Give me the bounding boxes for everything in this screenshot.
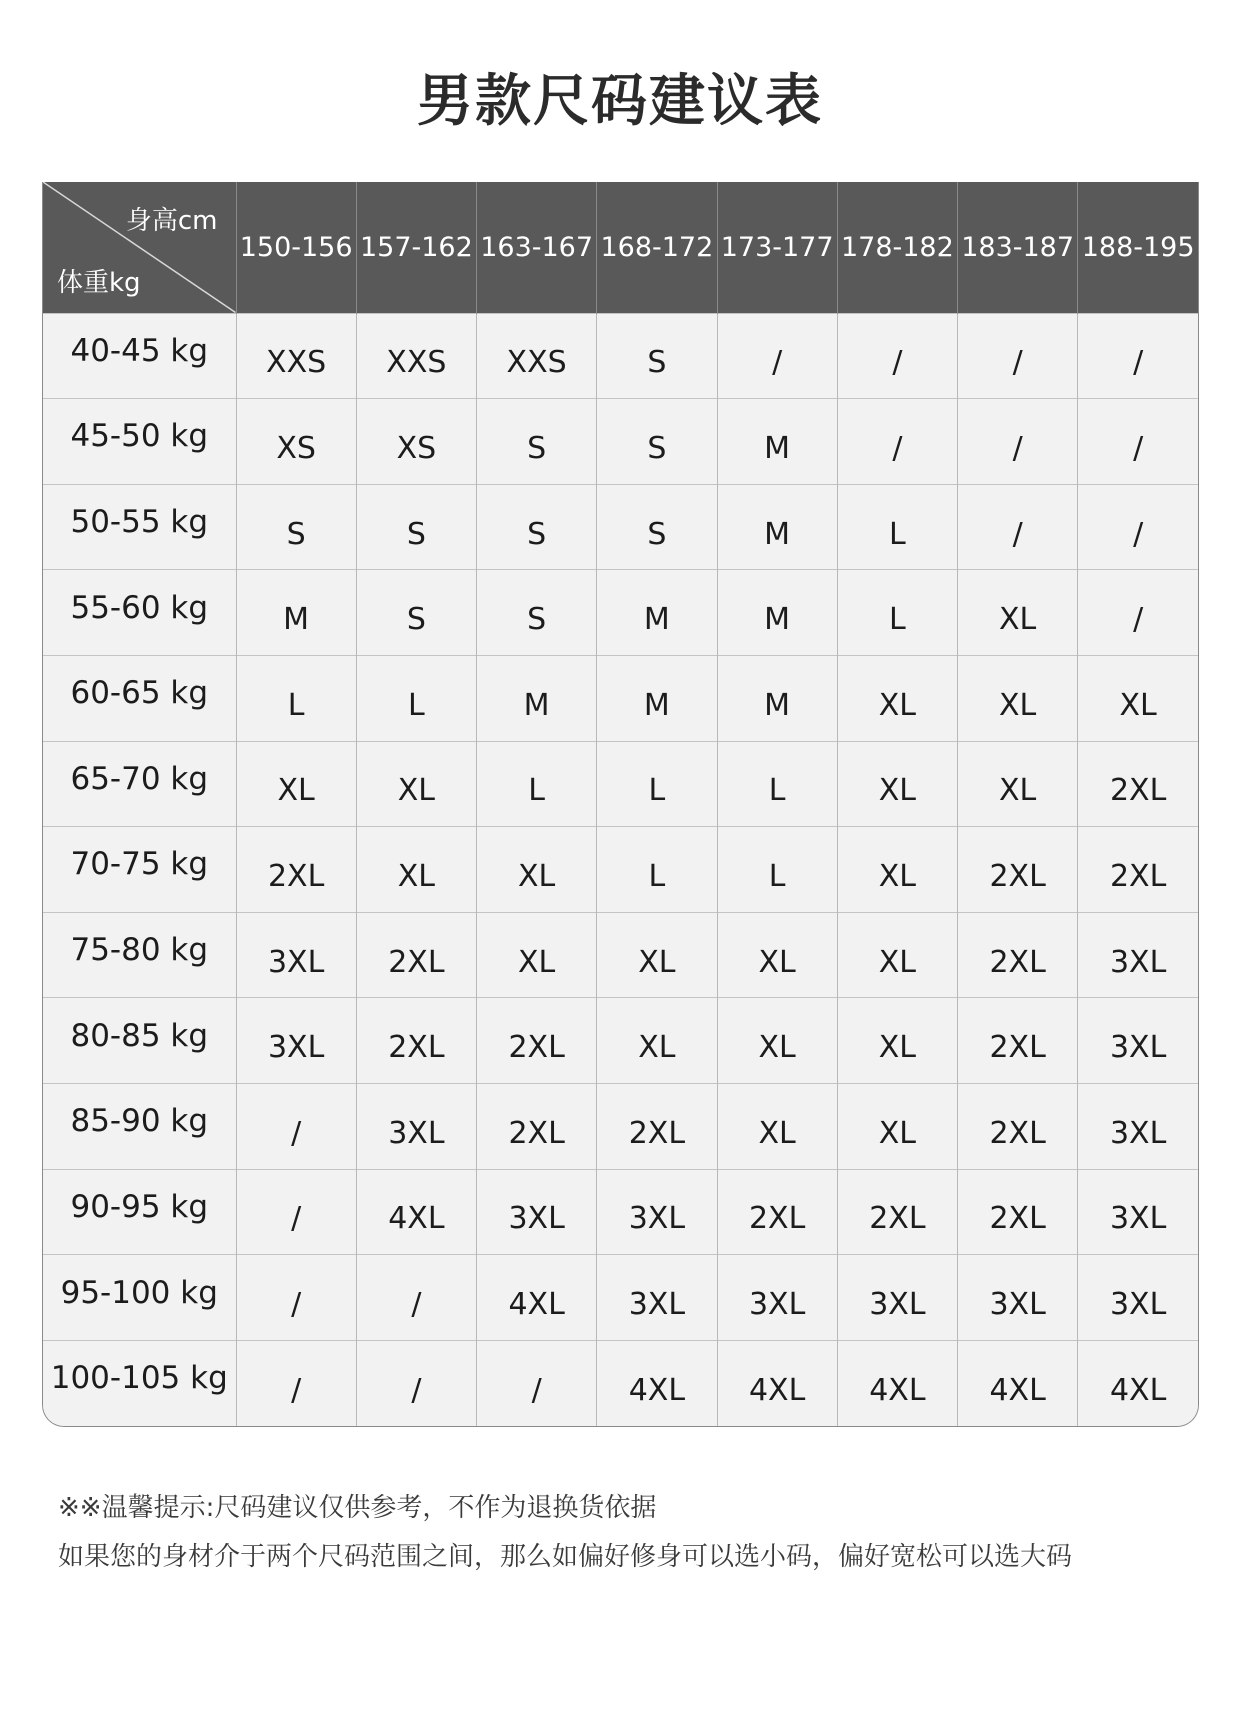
size-cell: 2XL [958, 998, 1078, 1084]
size-cell: XL [717, 912, 837, 998]
size-cell: XL [958, 570, 1078, 656]
size-cell: XS [356, 399, 476, 485]
size-cell: 3XL [477, 1169, 597, 1255]
size-cell: S [477, 399, 597, 485]
size-cell: / [958, 399, 1078, 485]
size-cell: 2XL [477, 998, 597, 1084]
size-cell: S [356, 570, 476, 656]
size-cell: M [717, 655, 837, 741]
size-cell: XL [597, 998, 717, 1084]
size-cell: / [837, 399, 957, 485]
size-cell: XL [1078, 655, 1198, 741]
size-cell: XL [958, 741, 1078, 827]
table-row [43, 1255, 1198, 1341]
size-cell: 3XL [958, 1255, 1078, 1341]
size-cell: 2XL [1078, 741, 1198, 827]
table-row [43, 998, 1198, 1084]
table-row [43, 570, 1198, 656]
size-cell: XL [356, 741, 476, 827]
size-cell: 4XL [958, 1340, 1078, 1426]
size-cell: S [597, 484, 717, 570]
size-cell: 3XL [1078, 998, 1198, 1084]
size-cell: S [477, 484, 597, 570]
size-cell: XL [837, 1083, 957, 1169]
size-cell: 3XL [356, 1083, 476, 1169]
size-cell: / [236, 1255, 356, 1341]
table-row [43, 1083, 1198, 1169]
height-column-header: 157-162 [356, 182, 476, 313]
size-cell: 2XL [236, 827, 356, 913]
size-cell: XL [477, 827, 597, 913]
weight-range-cell: 65-70 kg [43, 741, 236, 827]
size-cell: L [837, 570, 957, 656]
size-cell: L [717, 827, 837, 913]
size-cell: 2XL [958, 827, 1078, 913]
size-cell: L [717, 741, 837, 827]
table-row [43, 313, 1198, 399]
size-cell: M [477, 655, 597, 741]
size-cell: L [837, 484, 957, 570]
weight-range-cell: 55-60 kg [43, 570, 236, 656]
size-cell: / [837, 313, 957, 399]
weight-range-cell: 75-80 kg [43, 912, 236, 998]
size-cell: XL [717, 998, 837, 1084]
corner-header-cell [43, 182, 236, 313]
size-cell: XL [356, 827, 476, 913]
size-cell: / [236, 1083, 356, 1169]
size-cell: 2XL [958, 1169, 1078, 1255]
size-cell: M [236, 570, 356, 656]
size-cell: / [958, 313, 1078, 399]
size-cell: 4XL [597, 1340, 717, 1426]
size-cell: 2XL [958, 912, 1078, 998]
size-cell: S [236, 484, 356, 570]
size-cell: 4XL [477, 1255, 597, 1341]
size-table [43, 182, 1198, 1426]
size-cell: 3XL [717, 1255, 837, 1341]
size-cell: 3XL [236, 998, 356, 1084]
size-cell: 3XL [1078, 1169, 1198, 1255]
size-cell: 4XL [1078, 1340, 1198, 1426]
size-cell: M [597, 570, 717, 656]
note-line-2: 如果您的身材介于两个尺码范围之间，那么如偏好修身可以选小码，偏好宽松可以选大码 [58, 1542, 1073, 1572]
height-column-header: 183-187 [958, 182, 1078, 313]
weight-range-cell: 45-50 kg [43, 399, 236, 485]
size-cell: M [717, 570, 837, 656]
size-cell: XL [477, 912, 597, 998]
size-cell: 2XL [477, 1083, 597, 1169]
size-cell: 4XL [837, 1340, 957, 1426]
header-row [43, 182, 1198, 313]
size-cell: 2XL [356, 912, 476, 998]
size-cell: L [597, 741, 717, 827]
height-column-header: 163-167 [477, 182, 597, 313]
size-cell: XS [236, 399, 356, 485]
size-cell: 3XL [597, 1255, 717, 1341]
size-cell: / [236, 1169, 356, 1255]
size-cell: XL [717, 1083, 837, 1169]
note-line-1: ※※温馨提示:尺码建议仅供参考，不作为退换货依据 [58, 1493, 657, 1523]
size-cell: / [236, 1340, 356, 1426]
size-cell: / [477, 1340, 597, 1426]
weight-range-cell: 100-105 kg [43, 1340, 236, 1426]
size-cell: S [477, 570, 597, 656]
size-chart-table [42, 182, 1199, 1427]
weight-range-cell: 40-45 kg [43, 313, 236, 399]
size-cell: L [236, 655, 356, 741]
size-cell: 2XL [958, 1083, 1078, 1169]
size-cell: M [597, 655, 717, 741]
size-cell: XXS [236, 313, 356, 399]
table-row [43, 1340, 1198, 1426]
size-cell: XL [837, 912, 957, 998]
size-cell: L [597, 827, 717, 913]
size-cell: 3XL [236, 912, 356, 998]
height-column-header: 173-177 [717, 182, 837, 313]
size-cell: 2XL [356, 998, 476, 1084]
table-row [43, 655, 1198, 741]
height-column-header: 150-156 [236, 182, 356, 313]
size-cell: XL [958, 655, 1078, 741]
size-cell: L [356, 655, 476, 741]
size-cell: 4XL [717, 1340, 837, 1426]
weight-range-cell: 70-75 kg [43, 827, 236, 913]
notes-block [58, 1484, 1072, 1582]
weight-range-cell: 95-100 kg [43, 1255, 236, 1341]
size-cell: M [717, 399, 837, 485]
size-cell: 3XL [1078, 1255, 1198, 1341]
size-cell: / [1078, 399, 1198, 485]
table-body [43, 313, 1198, 1426]
size-cell: / [717, 313, 837, 399]
size-cell: / [1078, 570, 1198, 656]
size-cell: XL [236, 741, 356, 827]
weight-range-cell: 50-55 kg [43, 484, 236, 570]
size-cell: XL [837, 998, 957, 1084]
size-cell: L [477, 741, 597, 827]
weight-axis-label: 体重kg [57, 267, 141, 298]
size-cell: M [717, 484, 837, 570]
table-row [43, 399, 1198, 485]
size-cell: / [1078, 313, 1198, 399]
height-column-header: 188-195 [1078, 182, 1198, 313]
size-cell: XL [837, 655, 957, 741]
height-axis-label: 身高cm [125, 206, 218, 236]
table-row [43, 484, 1198, 570]
size-cell: / [958, 484, 1078, 570]
height-column-header: 168-172 [597, 182, 717, 313]
size-cell: 2XL [1078, 827, 1198, 913]
size-cell: 3XL [1078, 912, 1198, 998]
size-cell: XL [837, 827, 957, 913]
size-cell: XL [597, 912, 717, 998]
size-cell: 3XL [1078, 1083, 1198, 1169]
height-column-header: 178-182 [837, 182, 957, 313]
size-cell: 2XL [717, 1169, 837, 1255]
weight-range-cell: 80-85 kg [43, 998, 236, 1084]
size-cell: 2XL [837, 1169, 957, 1255]
size-cell: S [356, 484, 476, 570]
size-cell: XXS [477, 313, 597, 399]
weight-range-cell: 85-90 kg [43, 1083, 236, 1169]
weight-range-cell: 90-95 kg [43, 1169, 236, 1255]
size-cell: 3XL [837, 1255, 957, 1341]
size-cell: / [1078, 484, 1198, 570]
table-row [43, 827, 1198, 913]
size-cell: / [356, 1340, 476, 1426]
table-row [43, 912, 1198, 998]
size-cell: 3XL [597, 1169, 717, 1255]
page-title: 男款尺码建议表 [417, 69, 823, 134]
table-row [43, 741, 1198, 827]
size-cell: S [597, 399, 717, 485]
size-cell: 4XL [356, 1169, 476, 1255]
size-cell: XL [837, 741, 957, 827]
table-row [43, 1169, 1198, 1255]
weight-range-cell: 60-65 kg [43, 655, 236, 741]
size-cell: S [597, 313, 717, 399]
size-cell: XXS [356, 313, 476, 399]
size-cell: 2XL [597, 1083, 717, 1169]
size-cell: / [356, 1255, 476, 1341]
